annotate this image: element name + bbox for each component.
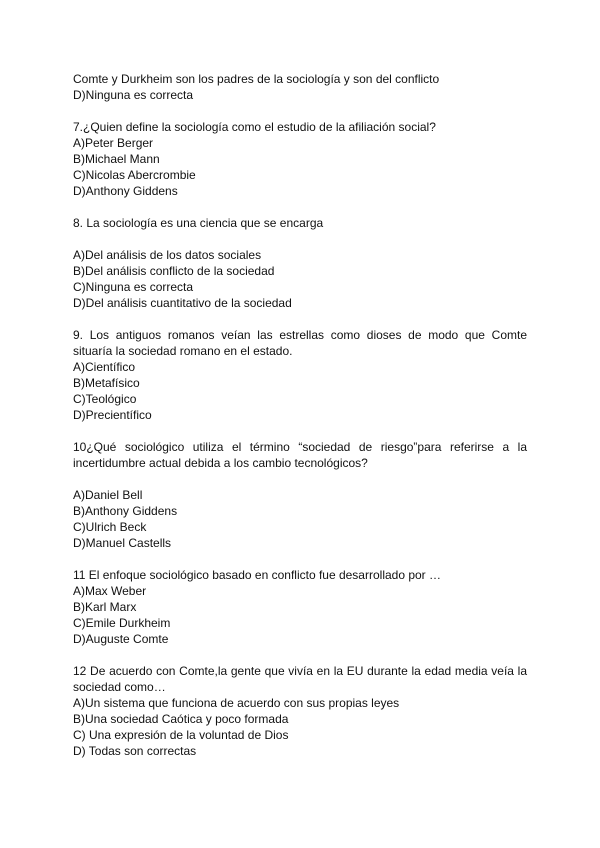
q12-option-d: D) Todas son correctas	[73, 744, 197, 758]
q11-option-b: B)Karl Marx	[73, 600, 137, 614]
q12-option-c: C) Una expresión de la voluntad de Dios	[73, 728, 289, 742]
q10-option-a: A)Daniel Bell	[73, 488, 143, 502]
q9-option-d: D)Precientífico	[73, 408, 152, 422]
question-8: 8. La sociología es una ciencia que se encarga	[73, 216, 324, 230]
q11-option-c: C)Emile Durkheim	[73, 616, 171, 630]
spacer	[73, 423, 527, 439]
q10-option-d: D)Manuel Castells	[73, 536, 172, 550]
spacer	[73, 103, 527, 119]
q10-option-b: B)Anthony Giddens	[73, 504, 178, 518]
question-9: 9. Los antiguos romanos veían las estrellas como dioses de modo que Comte situaría la sociedad romano en el estado.	[73, 328, 527, 358]
q8-option-c: C)Ninguna es correcta	[73, 280, 194, 294]
q8-option-d: D)Del análisis cuantitativo de la sociedad	[73, 296, 292, 310]
document-page	[73, 71, 527, 759]
spacer	[73, 471, 527, 487]
q10-option-c: C)Ulrich Beck	[73, 520, 147, 534]
q9-option-b: B)Metafísico	[73, 376, 140, 390]
spacer	[73, 647, 527, 663]
q7-option-d: D)Anthony Giddens	[73, 184, 178, 198]
q11-option-a: A)Max Weber	[73, 584, 147, 598]
question-7: 7.¿Quien define la sociología como el estudio de la afiliación social?	[73, 120, 436, 134]
spacer	[73, 231, 527, 247]
spacer	[73, 311, 527, 327]
spacer	[73, 199, 527, 215]
question-11: 11 El enfoque sociológico basado en conflicto fue desarrollado por …	[73, 568, 442, 582]
intro-line-1: Comte y Durkheim son los padres de la sociología y son del conflicto	[73, 72, 440, 86]
q9-option-c: C)Teológico	[73, 392, 137, 406]
q8-option-a: A)Del análisis de los datos sociales	[73, 248, 262, 262]
intro-line-2: D)Ninguna es correcta	[73, 88, 194, 102]
q12-option-a: A)Un sistema que funciona de acuerdo con sus propias leyes	[73, 696, 400, 710]
q12-option-b: B)Una sociedad Caótica y poco formada	[73, 712, 289, 726]
q9-option-a: A)Científico	[73, 360, 136, 374]
q7-option-c: C)Nicolas Abercrombie	[73, 168, 196, 182]
question-10: 10¿Qué sociológico utiliza el término “sociedad de riesgo”para referirse a la incertidumbre actual debida a los cambio tecnológicos?	[73, 440, 527, 470]
q11-option-d: D)Auguste Comte	[73, 632, 169, 646]
q7-option-b: B)Michael Mann	[73, 152, 160, 166]
question-12: 12 De acuerdo con Comte,la gente que vivía en la EU durante la edad media veía la sociedad como…	[73, 664, 527, 694]
spacer	[73, 551, 527, 567]
q7-option-a: A)Peter Berger	[73, 136, 154, 150]
q8-option-b: B)Del análisis conflicto de la sociedad	[73, 264, 275, 278]
